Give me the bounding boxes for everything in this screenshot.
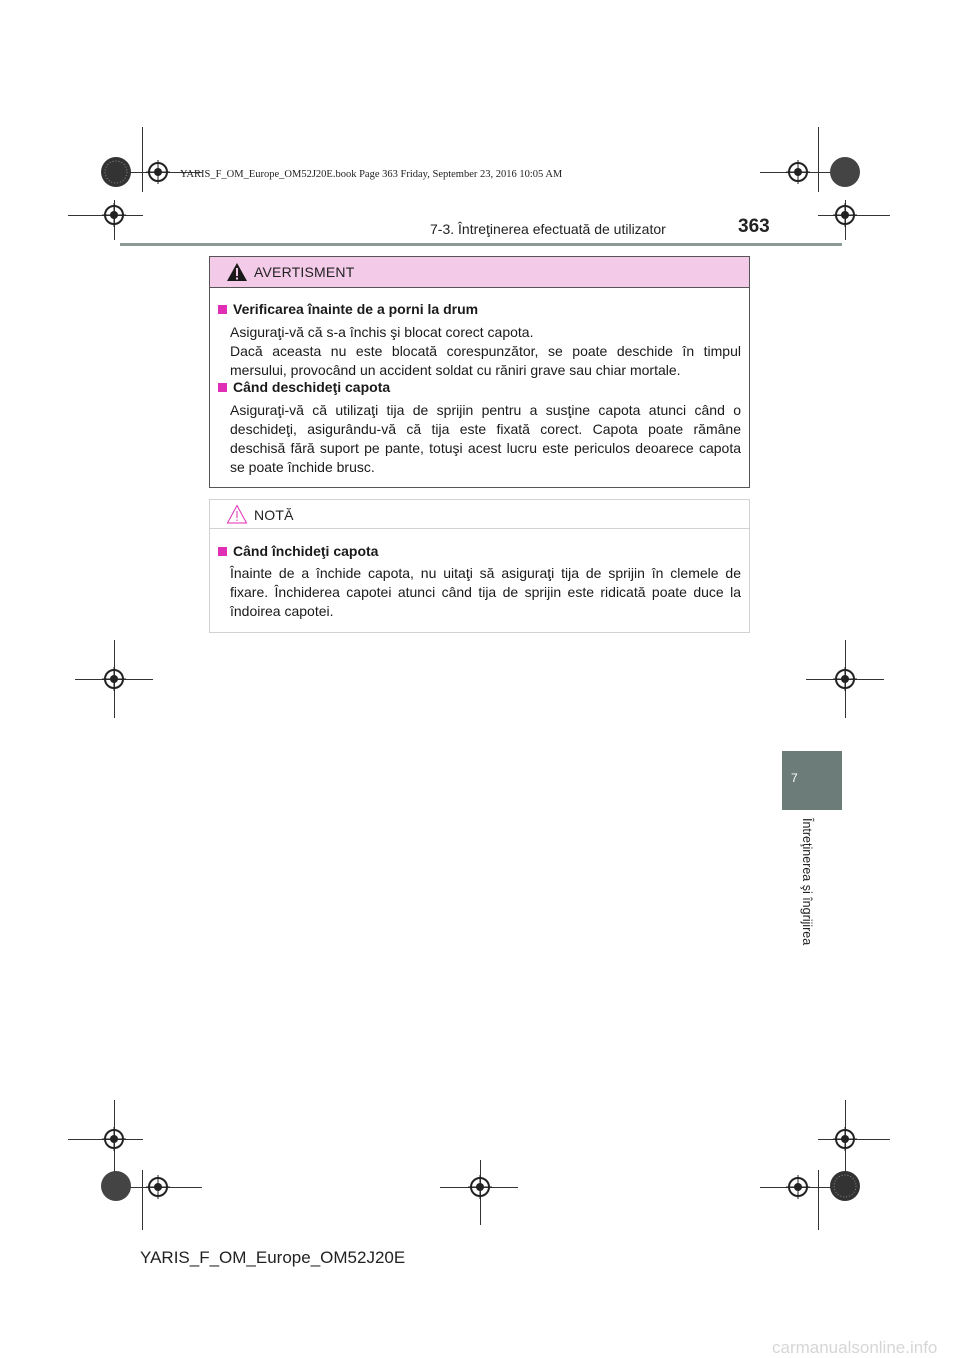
bullet-square-icon	[218, 383, 227, 392]
warning-item-heading: Când deschideţi capota	[218, 379, 390, 395]
chapter-title: Întreţinerea şi îngrijirea	[800, 818, 814, 946]
crosshair-icon	[468, 1175, 492, 1199]
starburst-icon	[100, 1170, 132, 1202]
warning-label: AVERTISMENT	[254, 264, 355, 280]
print-book-info: YARIS_F_OM_Europe_OM52J20E.book Page 363 Friday, September 23, 2016 10:05 AM	[180, 169, 563, 180]
warning-item-heading: Verificarea înainte de a porni la drum	[218, 301, 478, 317]
bullet-square-icon	[218, 305, 227, 314]
starburst-icon	[100, 156, 132, 188]
warning-item-text: Asiguraţi-vă că s-a închis şi blocat corect capota.	[230, 324, 534, 340]
bullet-square-icon	[218, 547, 227, 556]
notice-item-text: Înainte de a închide capota, nu uitaţi să asiguraţi tija de sprijin în clemele de fixare. Închiderea capotei atunci când tija de sprijin este ridicată poate duce la îndoirea capotei.	[230, 565, 741, 619]
crosshair-icon	[786, 160, 810, 184]
starburst-icon	[829, 1170, 861, 1202]
notice-header	[210, 500, 749, 529]
caution-triangle-icon	[226, 504, 248, 524]
crosshair-icon	[102, 667, 126, 691]
starburst-icon	[829, 156, 861, 188]
warning-item-text: Dacă aceasta nu este blocată corespunzător, se poate deschide în timpul mersului, provocând un accident soldat cu răniri grave sau chiar mortale.	[230, 343, 741, 378]
crosshair-icon	[102, 1127, 126, 1151]
chapter-tab	[782, 751, 842, 810]
crosshair-icon	[833, 667, 857, 691]
crosshair-icon	[146, 160, 170, 184]
warning-box	[209, 256, 750, 488]
footer-code: YARIS_F_OM_Europe_OM52J20E	[140, 1248, 406, 1267]
chapter-side-label	[800, 818, 816, 968]
warning-header	[210, 257, 749, 288]
crosshair-icon	[146, 1175, 170, 1199]
page-number: 363	[738, 216, 770, 237]
crosshair-icon	[833, 1127, 857, 1151]
notice-label: NOTĂ	[254, 507, 294, 523]
chapter-number: 7	[791, 771, 798, 785]
crosshair-icon	[833, 203, 857, 227]
crosshair-icon	[102, 203, 126, 227]
warning-item-text: Asiguraţi-vă că utilizaţi tija de sprijin pentru a susţine capota atunci când o deschideţi, asigurându-vă că tija este fixată corect. Capota poate rămâne deschisă fără suport pe pante, totuşi acest lucru este periculos deoarece capota se poate închide brusc.	[230, 402, 741, 475]
notice-item-heading: Când închideţi capota	[218, 543, 378, 559]
crosshair-icon	[786, 1175, 810, 1199]
header-rule	[120, 243, 842, 246]
section-title: 7-3. Întreţinerea efectuată de utilizator	[430, 221, 666, 237]
notice-box	[209, 499, 750, 633]
warning-triangle-icon	[226, 262, 248, 282]
watermark: carmanualsonline.info	[772, 1338, 938, 1357]
